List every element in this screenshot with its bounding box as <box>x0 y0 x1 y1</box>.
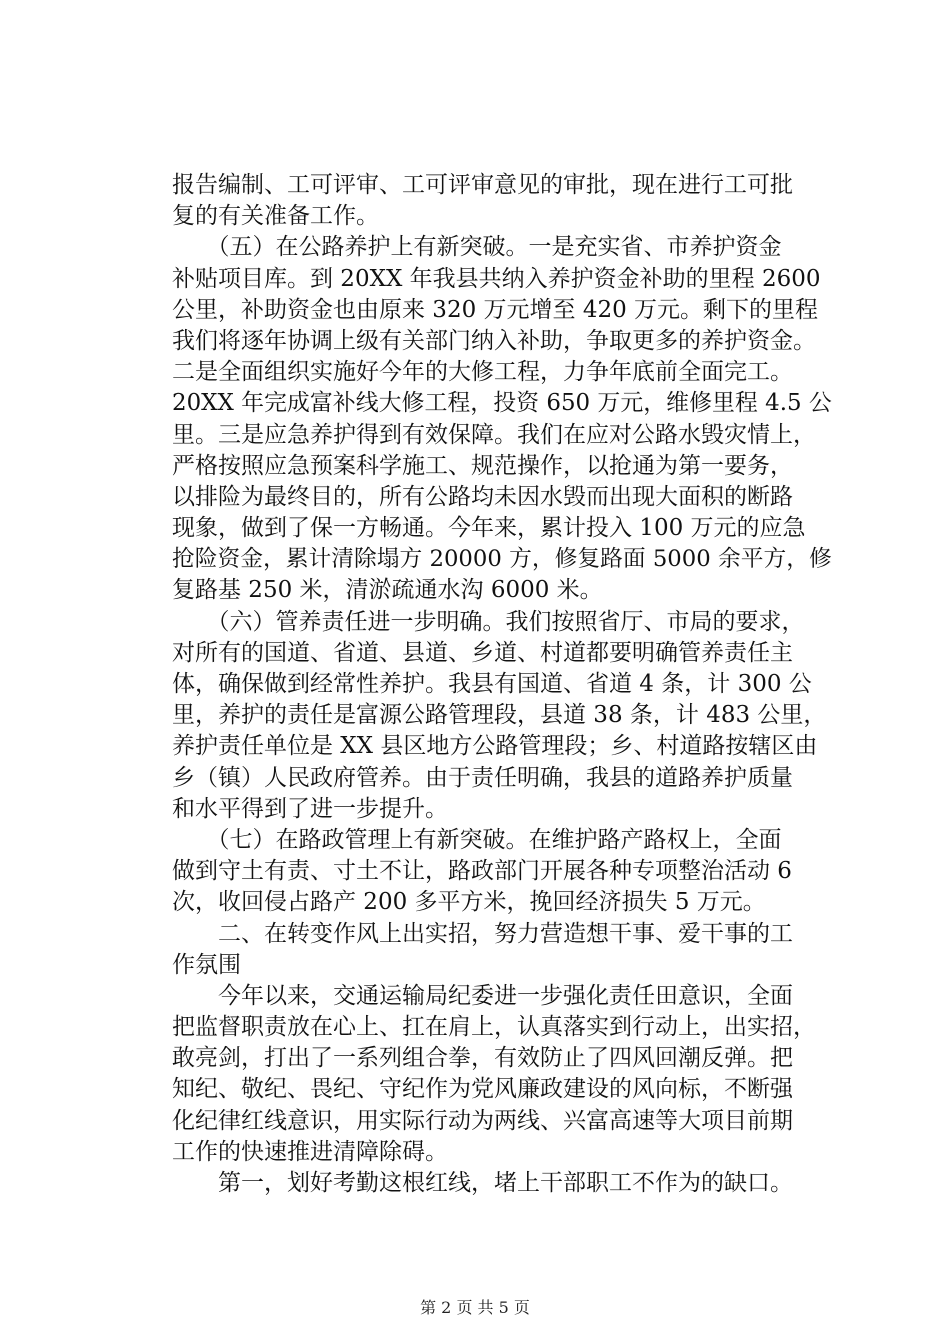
document-body <box>172 170 832 1199</box>
text-line: 把监督职责放在心上、扛在肩上，认真落实到行动上，出实招， <box>172 1014 816 1041</box>
text-line: 二、在转变作风上出实招，努力营造想干事、爱干事的工 <box>172 920 793 947</box>
text-line: 工作的快速推进清障除碍。 <box>172 1138 448 1165</box>
text-line: 养护责任单位是 XX 县区地方公路管理段；乡、村道路按辖区由 <box>172 733 818 760</box>
text-line: 做到守土有责、寸土不让，路政部门开展各种专项整治活动 6 <box>172 858 792 885</box>
text-line: 作氛围 <box>172 951 241 978</box>
text-line: 以排险为最终目的，所有公路均未因水毁而出现大面积的断路 <box>172 483 793 510</box>
text-line: 复路基 250 米，清淤疏通水沟 6000 米。 <box>172 577 603 604</box>
text-line: 化纪律红线意识，用实际行动为两线、兴富高速等大项目前期 <box>172 1107 793 1134</box>
text-line: 体，确保做到经常性养护。我县有国道、省道 4 条，计 300 公 <box>172 671 812 697</box>
text-line: 敢亮剑，打出了一系列组合拳，有效防止了四风回潮反弹。把 <box>172 1045 793 1072</box>
text-line: 知纪、敬纪、畏纪、守纪作为党风廉政建设的风向标，不断强 <box>172 1076 793 1103</box>
text-line: 抢险资金，累计清除塌方 20000 方，修复路面 5000 余平方，修 <box>172 546 832 573</box>
text-line: （五）在公路养护上有新突破。一是充实省、市养护资金 <box>172 234 782 261</box>
text-line: 报告编制、工可评审、工可评审意见的审批，现在进行工可批 <box>172 172 793 198</box>
text-line: 第一，划好考勤这根红线，堵上干部职工不作为的缺口。 <box>172 1170 793 1196</box>
text-line: 20XX 年完成富补线大修工程，投资 650 万元，维修里程 4.5 公 <box>172 390 832 417</box>
text-line: 严格按照应急预案科学施工、规范操作，以抢通为第一要务， <box>172 452 793 479</box>
text-line: 对所有的国道、省道、县道、乡道、村道都要明确管养责任主 <box>172 639 793 666</box>
text-line: （七）在路政管理上有新突破。在维护路产路权上，全面 <box>172 826 782 853</box>
text-line: 现象，做到了保一方畅通。今年来，累计投入 100 万元的应急 <box>172 515 806 542</box>
text-line: 复的有关准备工作。 <box>172 203 379 230</box>
text-line: 补贴项目库。到 20XX 年我县共纳入养护资金补助的里程 2600 <box>172 265 821 292</box>
text-line: 次，收回侵占路产 200 多平方米，挽回经济损失 5 万元。 <box>172 889 766 916</box>
text-line: 和水平得到了进一步提升。 <box>172 795 448 822</box>
text-line: （六）管养责任进一步明确。我们按照省厅、市局的要求， <box>172 608 805 635</box>
text-line: 今年以来，交通运输局纪委进一步强化责任田意识，全面 <box>172 982 793 1009</box>
text-line: 里。三是应急养护得到有效保障。我们在应对公路水毁灾情上， <box>172 421 816 448</box>
text-line: 乡（镇）人民政府管养。由于责任明确，我县的道路养护质量 <box>172 764 793 791</box>
text-line: 里，养护的责任是富源公路管理段，县道 38 条，计 483 公里， <box>172 702 827 729</box>
text-line: 我们将逐年协调上级有关部门纳入补助，争取更多的养护资金。 <box>172 327 816 354</box>
text-line: 公里，补助资金也由原来 320 万元增至 420 万元。剩下的里程 <box>172 296 819 323</box>
text-line: 二是全面组织实施好今年的大修工程，力争年底前全面完工。 <box>172 359 793 386</box>
page-footer: 第 2 页 共 5 页 <box>420 1298 530 1317</box>
